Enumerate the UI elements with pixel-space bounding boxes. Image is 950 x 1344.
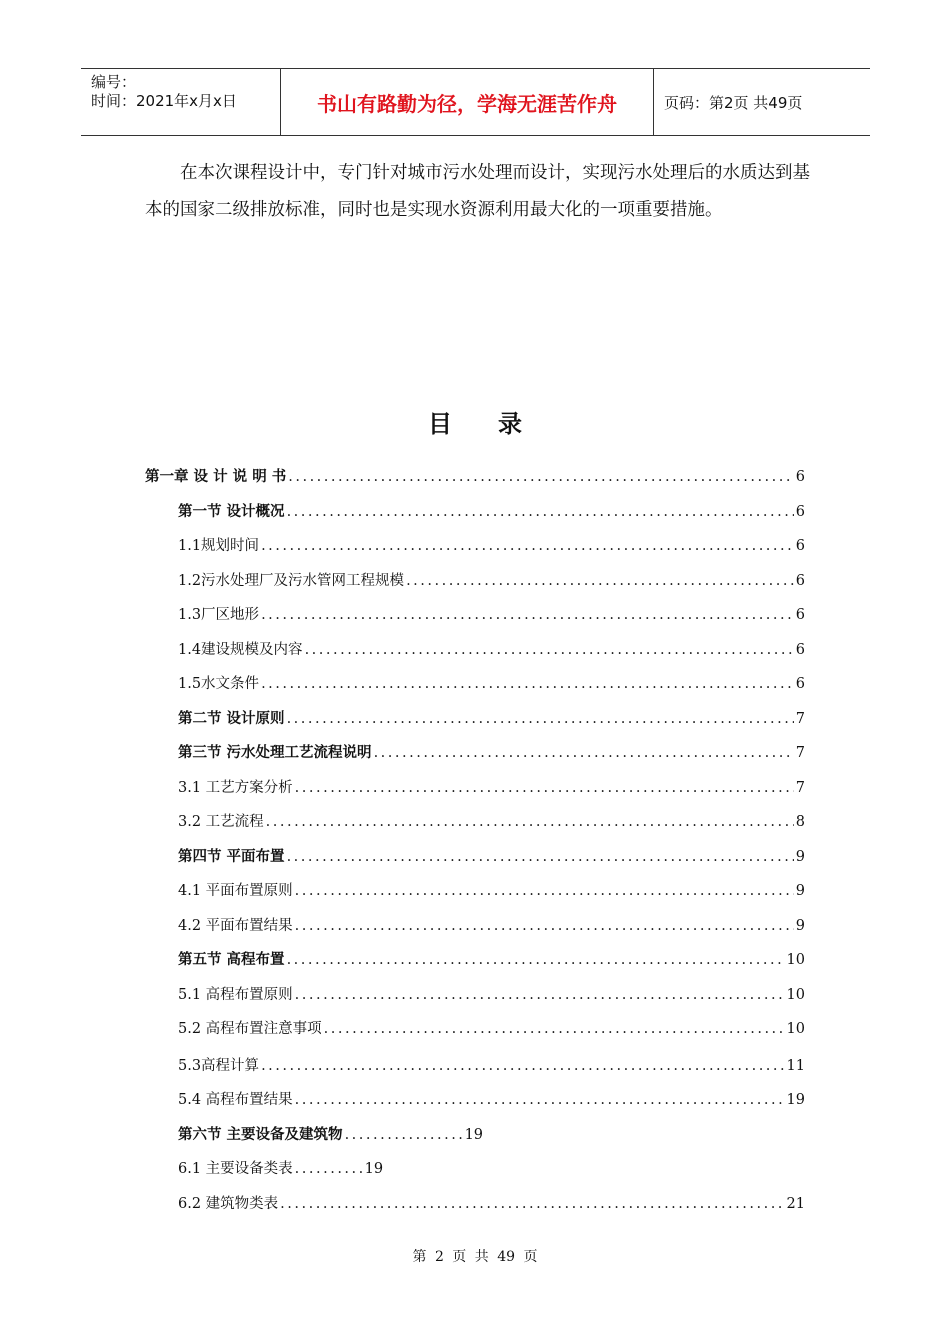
toc-entry[interactable]: [178, 1017, 805, 1039]
toc-entry[interactable]: [178, 534, 805, 556]
toc-leader-dots: [287, 952, 785, 968]
toc-entry-page: 11: [786, 1058, 805, 1074]
toc-entry-label: 1.2污水处理厂及污水管网工程规模: [178, 573, 405, 589]
toc-entry-page: 9: [795, 918, 805, 934]
toc-entry[interactable]: [178, 1088, 805, 1110]
toc-entry-page: 6: [795, 573, 805, 589]
toc-entry[interactable]: [178, 638, 805, 660]
toc-entry[interactable]: [178, 776, 805, 798]
toc-leader-dots: [295, 780, 794, 796]
toc-entry-label: 1.1规划时间: [178, 538, 260, 554]
toc-entry[interactable]: [178, 603, 805, 625]
toc-leader-dots: [266, 814, 794, 830]
toc-leader-dots: [287, 504, 794, 520]
toc-entry[interactable]: [178, 810, 805, 832]
toc-leader-dots: [295, 987, 785, 1003]
toc-entry-label: 4.1 平面布置原则: [178, 883, 293, 899]
toc-leader-dots: [280, 1196, 784, 1212]
document-number-label: 编号：: [91, 73, 137, 91]
toc-leader-dots: [305, 642, 794, 658]
toc-entry-label: 3.1 工艺方案分析: [178, 780, 293, 796]
header-meta: [81, 69, 281, 135]
toc-entry[interactable]: [178, 1192, 805, 1214]
toc-entry-label: 1.3厂区地形: [178, 607, 260, 623]
document-time: 时间：2021年x月x日: [91, 92, 237, 110]
toc-entry-page: 19: [364, 1161, 384, 1177]
toc-entry-page: 6: [795, 469, 805, 485]
toc-leader-dots: [288, 469, 794, 485]
toc-entry[interactable]: [145, 465, 805, 487]
toc-leader-dots: [261, 538, 794, 554]
toc-entry[interactable]: [178, 672, 805, 694]
toc-entry-page: 9: [795, 883, 805, 899]
toc-entry[interactable]: [178, 1054, 805, 1076]
toc-entry-label: 3.2 工艺流程: [178, 814, 264, 830]
toc-entry-label: 第四节 平面布置: [178, 849, 285, 865]
toc-entry-page: 19: [464, 1127, 484, 1143]
toc-entry-label: 4.2 平面布置结果: [178, 918, 293, 934]
toc-entry-page: 7: [795, 745, 805, 761]
toc-leader-dots: [261, 607, 794, 623]
toc-entry-label: 5.1 高程布置原则: [178, 987, 293, 1003]
toc-entry-page: 9: [795, 849, 805, 865]
header-page-info: 页码：第2页 共49页: [664, 93, 803, 112]
toc-entry-page: 7: [795, 711, 805, 727]
toc-leader-dots: [295, 1161, 363, 1177]
toc-leader-dots: [287, 711, 794, 727]
toc-leader-dots: [261, 676, 794, 692]
toc-entry[interactable]: [178, 983, 805, 1005]
intro-paragraph: 在本次课程设计中，专门针对城市污水处理而设计，实现污水处理后的水质达到基本的国家二级排放标准，同时也是实现水资源利用最大化的一项重要措施。: [145, 163, 810, 220]
toc-leader-dots: [374, 745, 794, 761]
toc-entry[interactable]: [178, 879, 805, 901]
toc-entry-label: 6.1 主要设备类表: [178, 1161, 293, 1177]
toc-entry-label: 5.3高程计算: [178, 1058, 260, 1074]
toc-entry[interactable]: [178, 1123, 805, 1145]
toc-leader-dots: [406, 573, 794, 589]
page-header: [81, 68, 870, 136]
toc-entry[interactable]: [178, 707, 805, 729]
toc-leader-dots: [295, 918, 794, 934]
toc-entry-label: 第一章 设 计 说 明 书: [145, 469, 287, 485]
toc-entry-page: 6: [795, 538, 805, 554]
toc-entry-page: 10: [786, 1021, 805, 1037]
toc-entry[interactable]: [178, 741, 805, 763]
toc-leader-dots: [295, 883, 794, 899]
toc-entry-page: 6: [795, 642, 805, 658]
toc-entry-page: 21: [786, 1196, 805, 1212]
toc-entry[interactable]: [178, 948, 805, 970]
toc-entry-page: 6: [795, 676, 805, 692]
toc-entry-page: 10: [786, 952, 805, 968]
toc-entry-page: 19: [786, 1092, 805, 1108]
toc-entry-page: 6: [795, 504, 805, 520]
toc-entry[interactable]: [178, 845, 805, 867]
toc-entry[interactable]: [178, 569, 805, 591]
toc-entry-page: 6: [795, 607, 805, 623]
toc-leader-dots: [324, 1021, 785, 1037]
toc-entry-label: 1.4建设规模及内容: [178, 642, 303, 658]
header-motto: 书山有路勤为径，学海无涯苦作舟: [281, 69, 654, 135]
toc-title: 目录: [428, 410, 568, 438]
toc-entry-label: 第五节 高程布置: [178, 952, 285, 968]
toc-entry[interactable]: [178, 500, 805, 522]
toc-entry-page: 10: [786, 987, 805, 1003]
toc-entry[interactable]: [178, 914, 805, 936]
toc-leader-dots: [295, 1092, 785, 1108]
toc-leader-dots: [345, 1127, 463, 1143]
toc-entry-label: 6.2 建筑物类表: [178, 1196, 279, 1212]
toc-entry-label: 1.5水文条件: [178, 676, 260, 692]
toc-leader-dots: [261, 1058, 784, 1074]
toc-entry-page: 8: [795, 814, 805, 830]
toc-entry[interactable]: [178, 1157, 805, 1179]
toc-entry-label: 第一节 设计概况: [178, 504, 285, 520]
toc-entry-label: 5.2 高程布置注意事项: [178, 1021, 322, 1037]
toc-entry-label: 第三节 污水处理工艺流程说明: [178, 745, 372, 761]
toc-entry-label: 第二节 设计原则: [178, 711, 285, 727]
toc-entry-label: 第六节 主要设备及建筑物: [178, 1127, 343, 1143]
page-footer: 第 2 页 共 49 页: [412, 1249, 538, 1265]
toc-leader-dots: [287, 849, 794, 865]
toc-entry-label: 5.4 高程布置结果: [178, 1092, 293, 1108]
toc-entry-page: 7: [795, 780, 805, 796]
